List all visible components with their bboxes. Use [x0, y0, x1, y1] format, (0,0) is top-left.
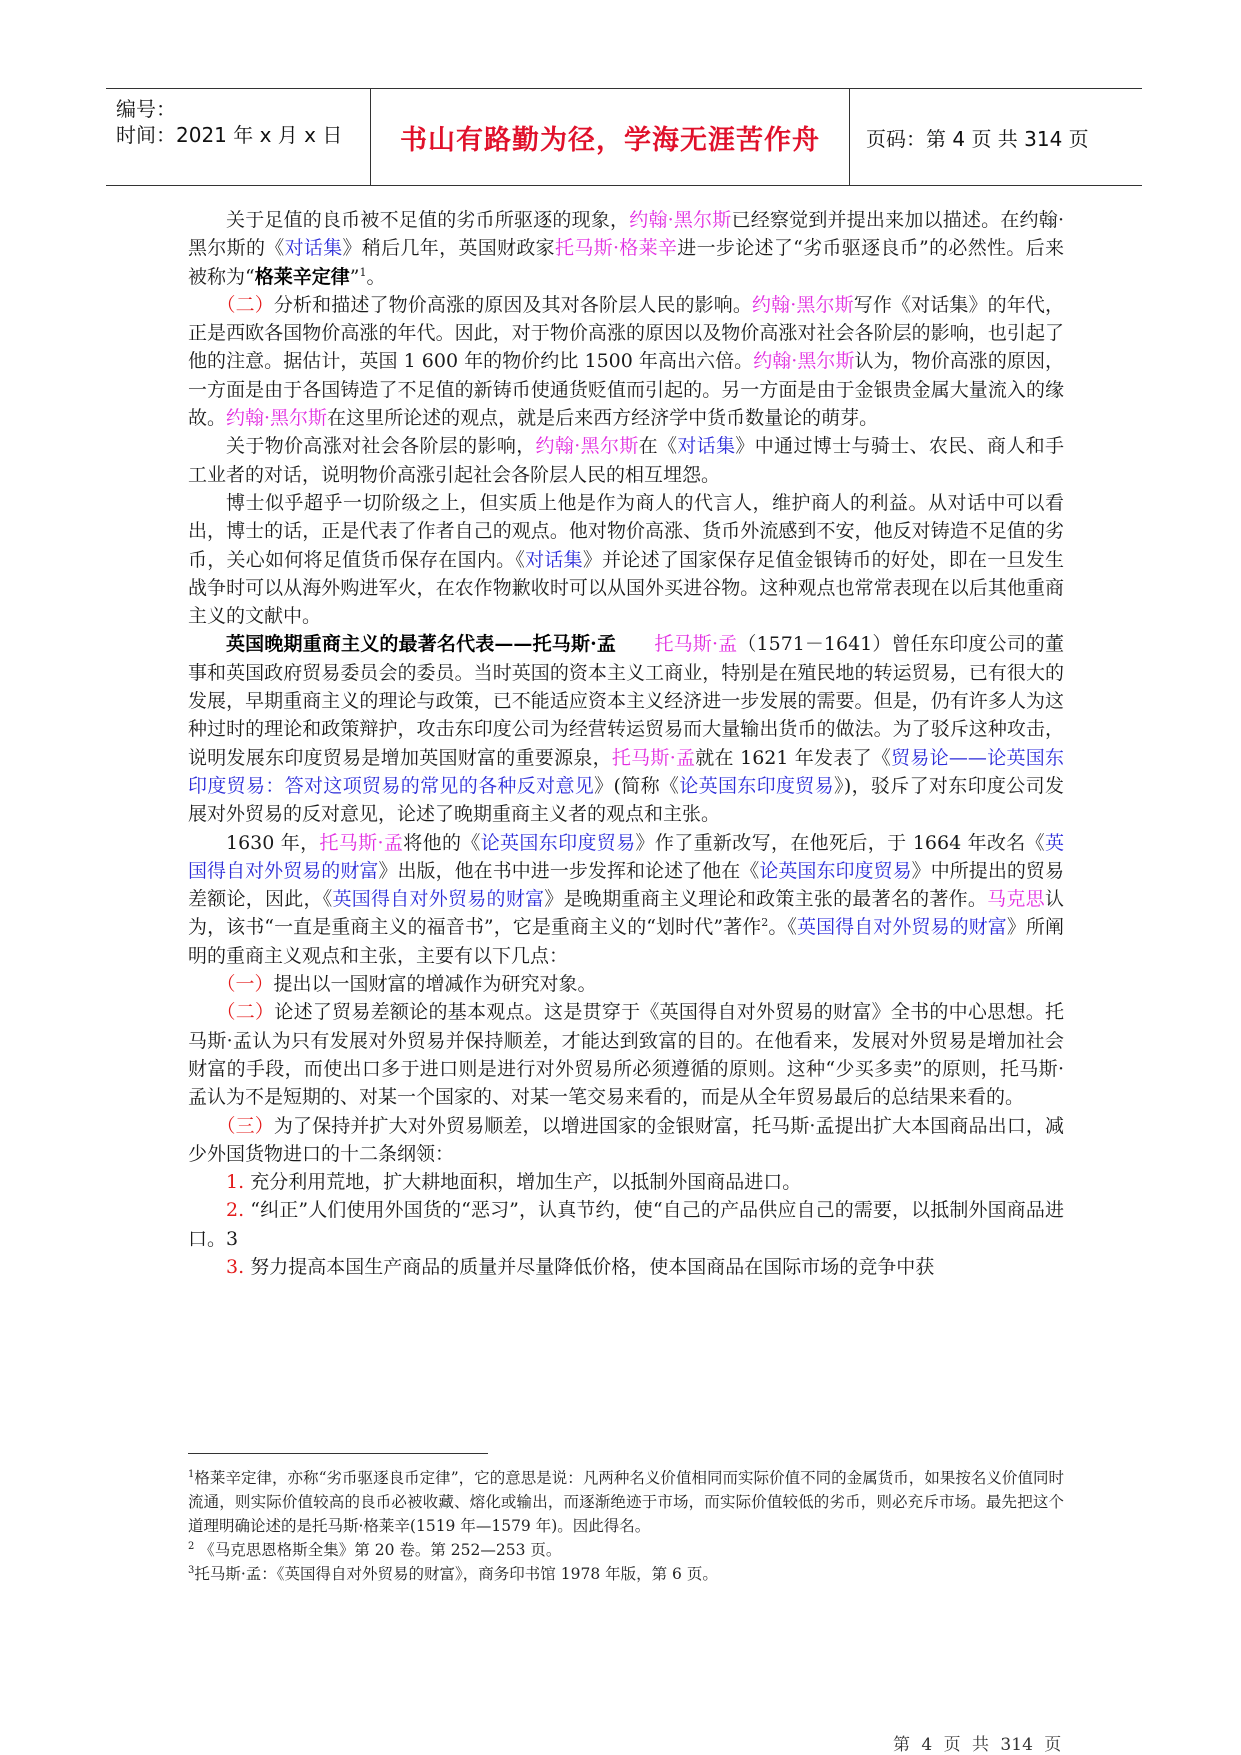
person-name: 托马斯·格莱辛: [555, 237, 678, 260]
paragraph-8: [188, 998, 1064, 1111]
header-page-label: 页码：第 4 页 共 314 页: [866, 126, 1089, 151]
doc-number-label: 编号：: [116, 97, 176, 121]
text: 将他的《: [403, 831, 481, 854]
section-number: （二）: [216, 1001, 275, 1024]
text: 提出以一国财富的增减作为研究对象。: [273, 973, 597, 996]
footnote-divider: [188, 1453, 488, 1454]
text: 在《: [638, 435, 678, 458]
paragraph-1: [188, 206, 1064, 291]
text: （1571－1641）曾任东印度公司的董事和英国政府贸易委员会的委员。当时英国的资本主义工商业，特别是在殖民地的转运贸易，已有很大的发展，早期重商主义的理论与政策，已不能适应资本主义经济进一步发展的需要。但是，仍有许多人为这种过时的理论和政策辩护，攻击东印度公司为经营转运贸易而大量输出货币的做法。为了驳斥这种攻击，说明发展东印度贸易是增加英国财富的重要源泉，: [188, 633, 1064, 769]
footnote-mark: 2: [188, 1541, 195, 1552]
person-name: 托马斯·孟: [611, 746, 696, 769]
book-title: 论英国东印度贸易: [480, 831, 636, 854]
book-title: 论英国东印度贸易: [759, 859, 912, 882]
text: 就在 1621 年发表了《: [695, 746, 892, 769]
footnote-text: 《马克思恩格斯全集》第 20 卷。第 252—253 页。: [194, 1541, 562, 1559]
footnote-ref: 2: [761, 916, 769, 930]
paragraph-4: [188, 489, 1064, 630]
doc-time-label: 时间：2021 年 x 月 x 日: [116, 123, 343, 147]
list-number: 3.: [226, 1255, 245, 1278]
text: 进一步论述了“劣币驱逐良币”的必然性。后来被称为“: [188, 237, 1064, 288]
paragraph-7: [188, 970, 1064, 998]
text: 努力提高本国生产商品的质量并尽量降低价格，使本国商品在国际市场的竞争中获: [250, 1255, 935, 1278]
text: 》中所提出的贸易差额论，因此，《: [188, 859, 1064, 911]
text: 为了保持并扩大对外贸易顺差，以增进国家的金银财富，托马斯·孟提出扩大本国商品出口，减少外国货物进口的十二条纲领：: [188, 1114, 1064, 1165]
text: 写作《对话集》的年代，正是西欧各国物价高涨的年代。因此，对于物价高涨的原因以及物价高涨对社会各阶层的影响，也引起了他的注意。据估计，英国 1 600 年的物价约比 1500 年高出六倍。: [188, 293, 1064, 373]
section-number: （二）: [216, 293, 274, 316]
person-name: 托马斯·孟: [319, 831, 404, 854]
person-name: 约翰·黑尔斯: [629, 209, 732, 231]
book-title: 论英国东印度贸易: [679, 774, 834, 797]
document-body: [188, 206, 1064, 1281]
text: 已经察觉到并提出来加以描述。在约翰·黑尔斯的《: [188, 209, 1064, 260]
footnote-text: 托马斯·孟：《英国得自对外贸易的财富》，商务印书馆 1978 年版，第 6 页。: [194, 1565, 718, 1583]
header-meta: [106, 89, 370, 185]
text: 》)，驳斥了对东印度公司发展对外贸易的反对意见，论述了晚期重商主义者的观点和主张。: [188, 774, 1064, 826]
list-item-2: [188, 1196, 1064, 1253]
text: 》并论述了国家保存足值金银铸币的好处，即在一旦发生战争时可以从海外购进军火，在农作物歉收时可以从国外买进谷物。这种观点也常常表现在以后其他重商主义的文献中。: [188, 548, 1064, 628]
paragraph-9: [188, 1112, 1064, 1169]
text: 论述了贸易差额论的基本观点。这是贯穿于《英国得自对外贸易的财富》全书的中心思想。托马斯·孟认为只有发展对外贸易并保持顺差，才能达到致富的目的。在他看来，发展对外贸易是增加社会财富的手段，而使出口多于进口则是进行对外贸易所必须遵循的原则。这种“少买多卖”的原则，托马斯·孟认为不是短期的、对某一个国家的、对某一笔交易来看的，而是从全年贸易最后的总结果来看的。: [188, 1001, 1064, 1109]
text: 认为，物价高涨的原因，一方面是由于各国铸造了不足值的新铸币使通货贬值而引起的。另一方面是由于金银贵金属大量流入的缘故。: [188, 350, 1064, 430]
header-motto: 书山有路勤为径，学海无涯苦作舟: [400, 124, 820, 156]
person-name: 约翰·黑尔斯: [535, 435, 639, 458]
text: 充分利用荒地，扩大耕地面积，增加生产，以抵制外国商品进口。: [250, 1171, 802, 1194]
text: “纠正”人们使用外国货的“恶习”，认真节约，使“自己的产品供应自己的需要，以抵制外国商品进口。3: [188, 1199, 1064, 1250]
book-title: 英国得自对外贸易的财富: [332, 888, 545, 911]
text: 分析和描述了物价高涨的原因及其对各阶层人民的影响。: [273, 293, 752, 316]
footnotes: [188, 1466, 1064, 1586]
person-name: 约翰·黑尔斯: [753, 350, 855, 373]
paragraph-5: [188, 630, 1064, 828]
text: 》作了重新改写，在他死后，于 1664 年改名《: [635, 831, 1045, 854]
paragraph-2: [188, 291, 1064, 432]
text: 关于足值的良币被不足值的劣币所驱逐的现象，: [226, 209, 630, 231]
list-item-3: [188, 1253, 1064, 1281]
book-title: 贸易论——论英国东印度贸易：答对这项贸易的常见的各种反对意见: [188, 746, 1064, 797]
book-title: 英国得自对外贸易的财富: [797, 916, 1007, 939]
header-page-cell: [850, 89, 1142, 185]
paragraph-3: [188, 432, 1064, 489]
paragraph-6: [188, 829, 1064, 970]
book-title: 对话集: [525, 548, 583, 571]
spacer: [616, 633, 654, 655]
footnote-mark: 3: [188, 1565, 195, 1576]
law-name: 格莱辛定律: [254, 265, 350, 288]
book-title: 对话集: [284, 237, 343, 260]
text: 》稍后几年，英国财政家: [342, 237, 555, 260]
text: ”: [349, 265, 360, 288]
section-number: （三）: [216, 1114, 274, 1137]
person-name: 马克思: [987, 888, 1045, 911]
book-title: 对话集: [677, 435, 736, 458]
page-footer: 第 4 页 共 314 页: [893, 1735, 1062, 1755]
text: 。《: [768, 916, 797, 939]
text: 》出版，他在书中进一步发挥和论述了他在《: [378, 859, 760, 882]
footnote-ref: 1: [359, 265, 367, 279]
text: 。: [366, 265, 386, 288]
text: 在这里所论述的观点，就是后来西方经济学中货币数量论的萌芽。: [327, 407, 879, 430]
book-title: 英国得自对外贸易的财富: [188, 831, 1064, 882]
person-name: 约翰·黑尔斯: [226, 407, 328, 430]
list-number: 2.: [226, 1199, 245, 1222]
text: 认为，该书“一直是重商主义的福音书”，它是重商主义的“划时代”著作: [188, 888, 1064, 939]
page-header: [106, 88, 1142, 186]
text: 》中通过博士与骑士、农民、商人和手工业者的对话，说明物价高涨引起社会各阶层人民的相互埋怨。: [188, 435, 1064, 486]
footnote-1: [188, 1466, 1064, 1538]
heading-person-name: 托马斯·孟: [532, 633, 617, 656]
person-name: 约翰·黑尔斯: [751, 293, 854, 316]
footnote-text: 格莱辛定律，亦称“劣币驱逐良币定律”，它的意思是说：凡两种名义价值相同而实际价值不同的金属货币，如果按名义价值同时流通，则实际价值较高的良币必被收藏、熔化或输出，而逐渐绝迹于市场，而实际价值较低的劣币，则必充斥市场。最先把这个道理明确论述的是托马斯·格莱辛(1519 年—1579 年)。因此得名。: [188, 1469, 1064, 1535]
footnote-3: [188, 1562, 1064, 1586]
text: 1630 年，: [226, 831, 320, 854]
person-name: 托马斯·孟: [654, 633, 738, 656]
section-heading: 英国晚期重商主义的最著名代表——: [226, 633, 533, 656]
footnote-mark: 1: [188, 1469, 195, 1480]
header-motto-cell: [370, 89, 850, 185]
text: 》所阐明的重商主义观点和主张，主要有以下几点：: [188, 916, 1064, 967]
list-number: 1.: [226, 1171, 245, 1194]
text: 》(简称《: [594, 774, 680, 797]
list-item-1: [188, 1168, 1064, 1196]
text: 博士似乎超乎一切阶级之上，但实质上他是作为商人的代言人，维护商人的利益。从对话中可以看出，博士的话，正是代表了作者自己的观点。他对物价高涨、货币外流感到不安，他反对铸造不足值的劣币，关心如何将足值货币保存在国内。《: [188, 491, 1064, 571]
text: 关于物价高涨对社会各阶层的影响，: [226, 435, 536, 458]
text: 》是晚期重商主义理论和政策主张的最著名的著作。: [544, 888, 988, 911]
footnote-2: [188, 1538, 1064, 1562]
section-number: （一）: [216, 973, 274, 996]
